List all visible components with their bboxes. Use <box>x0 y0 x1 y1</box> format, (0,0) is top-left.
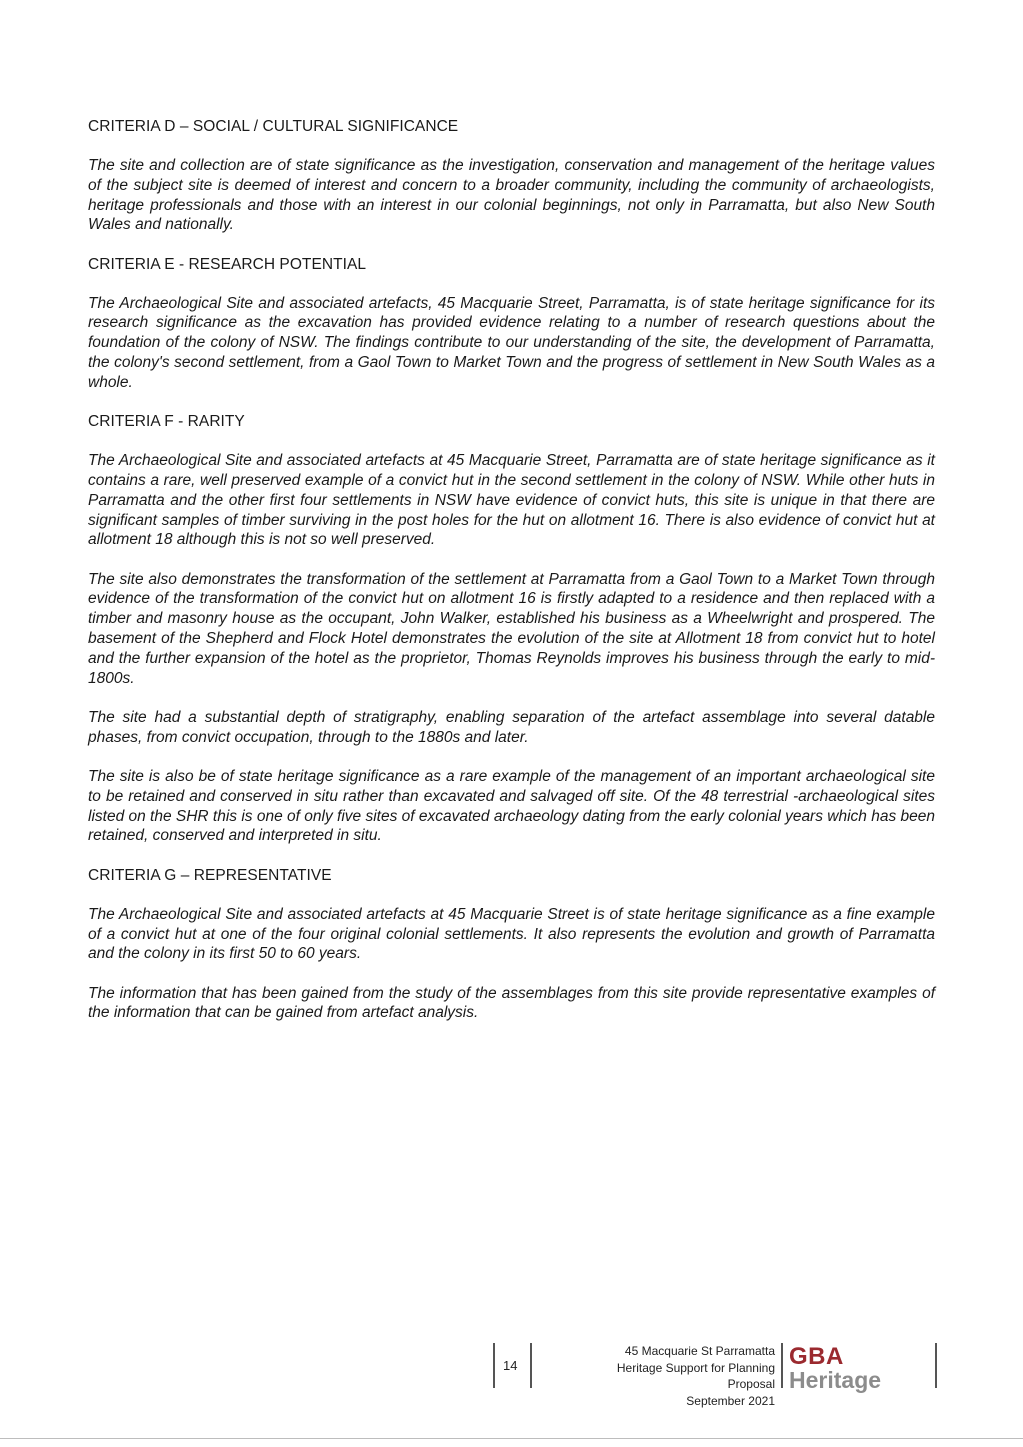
logo-gba-text: GBA <box>789 1343 844 1370</box>
paragraph: The site and collection are of state significance as the investigation, conservation and management of the heritage values of the subject site is deemed of interest and concern to a broader community, including the community of archaeologists, heritage professionals and those with an interest in our colonial beginnings, not only in Parramatta, but also New South Wales and nationally. <box>88 157 935 234</box>
doc-title-line: Heritage Support for Planning <box>616 1360 775 1375</box>
footer-divider <box>493 1343 495 1388</box>
paragraph: The site had a substantial depth of stratigraphy, enabling separation of the artefact assemblage into several datable phases, from convict occupation, through to the 1880s and later. <box>88 708 935 746</box>
paragraph: The information that has been gained from the study of the assemblages from this site provide representative examples of the information that can be gained from artefact analysis. <box>88 984 935 1022</box>
gba-heritage-logo <box>789 1345 881 1392</box>
document-info <box>560 1343 775 1409</box>
doc-title-line: Proposal <box>727 1377 775 1391</box>
doc-title-line: 45 Macquarie St Parramatta <box>624 1344 775 1358</box>
paragraph: The Archaeological Site and associated artefacts at 45 Macquarie Street, Parramatta are of state heritage significance as it contains a rare, well preserved example of a convict hut in the second settlement in the colony of NSW. While other huts in Parramatta and the other first four settlements in NSW have evidence of convict huts, this site is unique in that there are significant samples of timber surviving in the post holes for the hut on allotment 16. There is also evidence of convict hut at allotment 18 although this is not so well preserved. <box>88 452 935 549</box>
section-heading-e: CRITERIA E - RESEARCH POTENTIAL <box>88 255 367 273</box>
document-body <box>88 117 935 1023</box>
page-bottom-rule <box>0 1438 1023 1439</box>
section-heading-d: CRITERIA D – SOCIAL / CULTURAL SIGNIFICANCE <box>88 118 459 135</box>
paragraph: The Archaeological Site and associated artefacts at 45 Macquarie Street is of state heritage significance as a fine example of a convict hut at one of the four original colonial settlements. It also represents the evolution and growth of Parramatta and the colony in its first 50 to 60 years. <box>88 905 935 963</box>
footer-divider <box>935 1343 937 1388</box>
page-number: 14 <box>503 1358 518 1373</box>
page-footer <box>0 1343 1023 1408</box>
paragraph: The site also demonstrates the transformation of the settlement at Parramatta from a Gaol Town to a Market Town through evidence of the transformation of the convict hut on allotment 16 is firstly adapted to a residence and then replaced with a timber and masonry house as the occupant, John Walker, established his business as a Wheelwright and prospered. The basement of the Shepherd and Flock Hotel demonstrates the evolution of the site at Allotment 18 from convict hut to hotel and the further expansion of the hotel as the proprietor, Thomas Reynolds improves his business through the early to mid-1800s. <box>88 570 935 687</box>
footer-divider <box>781 1343 783 1388</box>
paragraph: The Archaeological Site and associated artefacts, 45 Macquarie Street, Parramatta, is of state heritage significance for its research significance as the excavation has provided evidence relating to a number of research questions about the foundation of the colony of NSW. The findings contribute to our understanding of the site, the development of Parramatta, the colony's second settlement, from a Gaol Town to Market Town and the progress of settlement in New South Wales as a whole. <box>88 294 935 391</box>
logo-heritage-text: Heritage <box>789 1367 882 1393</box>
doc-date: September 2021 <box>686 1393 775 1408</box>
section-heading-g: CRITERIA G – REPRESENTATIVE <box>88 866 332 884</box>
footer-divider <box>530 1343 532 1388</box>
paragraph: The site is also be of state heritage significance as a rare example of the management of an important archaeological site to be retained and conserved in situ rather than excavated and salvaged off site. Of the 48 terrestrial -archaeological sites listed on the SHR this is one of only five sites of excavated archaeology dating from the early colonial years which has been retained, conserved and interpreted in situ. <box>88 768 935 845</box>
section-heading-f: CRITERIA F - RARITY <box>88 413 245 431</box>
